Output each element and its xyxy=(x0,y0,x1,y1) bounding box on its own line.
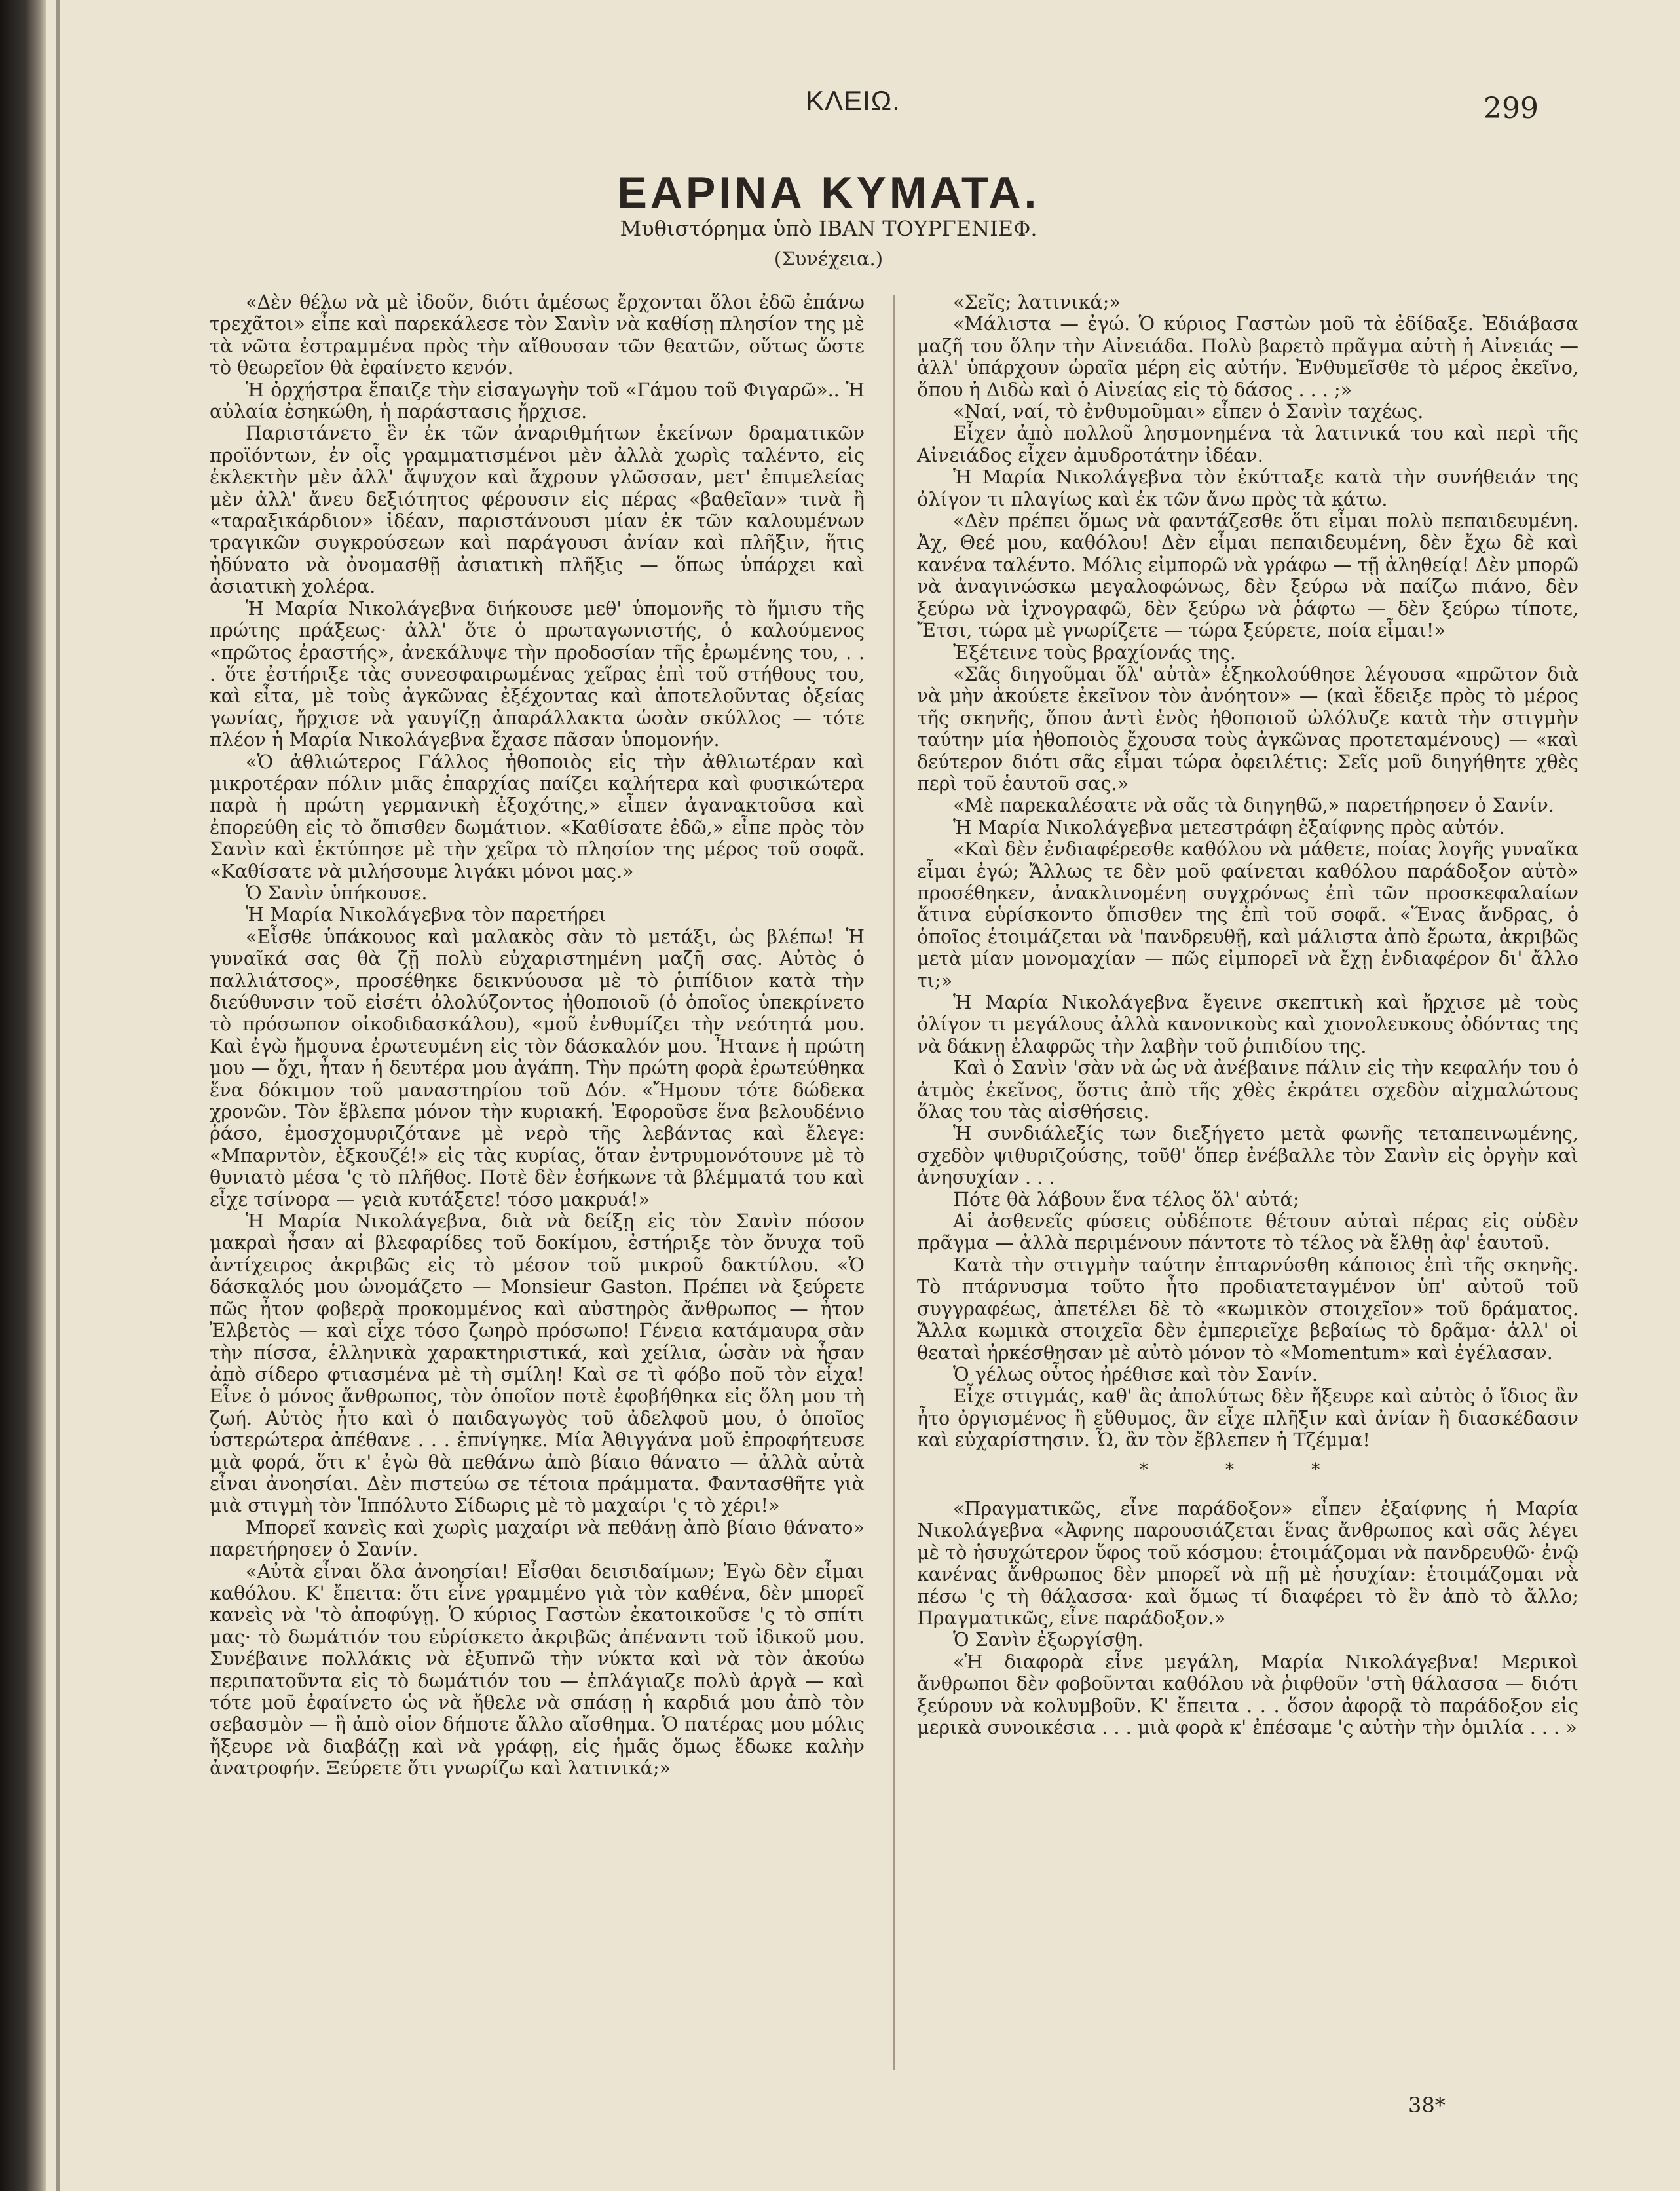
paragraph: Εἶχεν ἀπὸ πολλοῦ λησμονημένα τὰ λατινικά του καὶ περὶ τῆς Αἰνειάδος εἶχεν ἀμυδροτάτην ἰδέαν. xyxy=(917,422,1578,466)
paragraph: Καὶ ὁ Σανὶν 'σὰν νὰ ὡς νὰ ἀνέβαινε πάλιν εἰς τὴν κεφαλήν του ὁ ἀτμὸς ἐκεῖνος, ὅστις ἀπὸ τῆς χθὲς ἐκράτει σχεδὸν αἰχμαλώτους ὅλας του τὰς αἰσθήσεις. xyxy=(917,1057,1578,1123)
paragraph: Ἐξέτεινε τοὺς βραχίονάς της. xyxy=(953,641,1236,664)
paragraph: «Δὲν πρέπει ὅμως νὰ φαντάζεσθε ὅτι εἶμαι πολὺ πεπαιδευμένη. Ἀχ, Θεέ μου, καθόλου! Δὲν εἶμαι πεπαιδευμένη, δὲν ἔχω δὲ καὶ κανένα ταλέντο. Μόλις εἰμπορῶ νὰ γράφω — τῇ ἀληθείᾳ! Δὲν μπορῶ νὰ ἀναγινώσκω μεγαλοφώνως, δὲν ξεύρω νὰ παίζω πιάνο, δὲν ξεύρω νὰ ἰχνογραφῶ, δὲν ξεύρω νὰ ῥάφτω — δὲν ξεύρω τίποτε, Ἔτσι, τώρα μὲ γνωρίζετε — τώρα ξεύρετε, ποία εἶμαι!» xyxy=(917,510,1578,642)
paragraph: «Ναί, ναί, τὸ ἐνθυμοῦμαι» εἶπεν ὁ Σανὶν ταχέως. xyxy=(953,400,1424,423)
right-column xyxy=(917,291,1578,1738)
paragraph: Ἡ Μαρία Νικολάγεβνα διήκουσε μεθ' ὑπομονῆς τὸ ἥμισυ τῆς πρώτης πράξεως· ἀλλ' ὅτε ὁ πρωταγωνιστής, ὁ καλούμενος «πρῶτος ἐραστής», ἀνεκάλυψε τὴν προδοσίαν τῆς ἐρωμένης του, . . . ὅτε ἐστήριξε τὰς συνεσφαιρωμένας χεῖρας ἐπὶ τοῦ στήθους του, καὶ εἶτα, μὲ τοὺς ἀγκῶνας ἐξέχοντας καὶ ἀποτελοῦντας ὀξείας γωνίας, ἤρχισε νὰ γαυγίζῃ ἀπαράλλακτα ὡσὰν σκύλλος — τότε πλέον ἡ Μαρία Νικολάγεβνα ἔχασε πᾶσαν ὑπομονήν. xyxy=(210,597,865,751)
paragraph: «Ἡ διαφορὰ εἶνε μεγάλη, Μαρία Νικολάγεβνα! Μερικοὶ ἄνθρωποι δὲν φοβοῦνται καθόλου νὰ ῥιφθοῦν 'στὴ θάλασσα — διότι ξεύρουν νὰ κολυμβοῦν. Κ' ἔπειτα . . . ὅσον ἀφορᾷ τὸ παράδοξον εἰς μερικὰ συνοικέσια . . . μιὰ φορὰ κ' ἐπέσαμε 'ς αὐτὴν τὴν ὁμιλία . . . » xyxy=(917,1650,1578,1738)
paragraph: Ἡ Μαρία Νικολάγεβνα, διὰ νὰ δείξῃ εἰς τὸν Σανὶν πόσον μακραὶ ἦσαν αἱ βλεφαρίδες τοῦ δοκίμου, ἐστήριξε τὸν ὄνυχα τοῦ ἀντίχειρος ἀκριβῶς εἰς τὸ μέσον τοῦ μικροῦ δακτύλου. «Ὁ δάσκαλός μου ὠνομάζετο — Monsieur Gaston. Πρέπει νὰ ξεύρετε πῶς ἦτον φοβερὰ προκομμένος καὶ αὐστηρὸς ἄνθρωπος — ἦτον Ἐλβετὸς — καὶ εἶχε τόσο ζωηρὸ πρόσωπο! Γένεια κατάμαυρα σὰν τὴν πίσσα, ἑλληνικὰ χαρακτηριστικά, καὶ χείλια, ὡσὰν νὰ ἦσαν ἀπὸ σίδερο φτιασμένα μὲ τὴ σμίλη! Καὶ σε τὶ φόβο ποῦ τὸν εἶχα! Εἶνε ὁ μόνος ἄνθρωπος, τὸν ὁποῖον ποτὲ ἐφοβήθηκα εἰς ὅλη μου τὴ ζωή. Αὐτὸς ἦτο καὶ ὁ παιδαγωγὸς τοῦ ἀδελφοῦ μου, ὁ ὁποῖος ὑστερώτερα ἀπέθανε . . . ἐπνίγηκε. Μία Ἀθιγγάνα μοῦ ἐπροφήτευσε μιὰ φορά, ὅτι κ' ἐγὼ θὰ πεθάνω ἀπὸ βίαιο θάνατο — ἀλλὰ αὐτὰ εἶναι ἀνοησίαι. Δὲν πιστεύω σε τέτοια πράμματα. Φαντασθῆτε γιὰ μιὰ στιγμὴ τὸν Ἱππόλυτο Σίδωρις μὲ τὸ μαχαίρι 'ς τὸ χέρι!» xyxy=(210,1210,865,1517)
paragraph: Ὁ γέλως οὗτος ἠρέθισε καὶ τὸν Σανίν. xyxy=(953,1362,1318,1385)
paragraph: «Δὲν θέλω νὰ μὲ ἰδοῦν, διότι ἀμέσως ἔρχονται ὅλοι ἐδῶ ἐπάνω τρεχᾶτοι» εἶπε καὶ παρεκάλεσε τὸν Σανὶν νὰ καθίσῃ πλησίον της μὲ τὰ νῶτα ἐστραμμένα πρὸς τὴν αἴθουσαν τῶν θεατῶν, οὕτως ὥστε τὸ θεωρεῖον θὰ ἐφαίνετο κενόν. xyxy=(210,291,865,379)
paragraph: Ἡ ὀρχήστρα ἔπαιζε τὴν εἰσαγωγὴν τοῦ «Γάμου τοῦ Φιγαρῶ».. Ἡ αὐλαία ἐσηκώθη, ἡ παράστασις ἤρχισε. xyxy=(210,378,865,423)
paragraph: «Σεῖς; λατινικά;» xyxy=(953,291,1121,313)
book-binding-gutter xyxy=(0,0,46,2191)
paragraph: Ὁ Σανὶν ὑπήκουσε. xyxy=(246,881,428,904)
paragraph: «Καὶ δὲν ἐνδιαφέρεσθε καθόλου νὰ μάθετε, ποίας λογῆς γυναῖκα εἶμαι ἐγώ; Ἄλλως τε δὲν μοῦ φαίνεται καθόλου παράδοξον αὐτὸ» προσέθηκεν, ἀνακλινομένη συγχρόνως ἐπὶ τῶν προσκεφαλαίων ἅτινα εὑρίσκοντο ὄπισθεν της ἐπὶ τοῦ σοφᾶ. «Ἕνας ἄνδρας, ὁ ὁποῖος ἑτοιμάζεται νὰ 'πανδρευθῇ, καὶ μάλιστα ἀπὸ ἔρωτα, ἀκριβῶς μετὰ μίαν μονομαχίαν — πῶς εἰμπορεῖ νὰ ἔχῃ ἐνδιαφέρον δι' ἄλλο τι;» xyxy=(917,838,1578,992)
paragraph: Ἡ Μαρία Νικολάγεβνα τὸν παρετήρει xyxy=(246,903,607,926)
paragraph: Ἡ συνδιάλεξίς των διεξήγετο μετὰ φωνῆς τεταπεινωμένης, σχεδὸν ψιθυριζούσης, τοῦθ' ὅπερ ἐνέβαλλε τὸν Σανὶν εἰς ὀργὴν καὶ ἀνησυχίαν . . . xyxy=(917,1122,1578,1189)
paragraph: Ἡ Μαρία Νικολάγεβνα τὸν ἐκύτταξε κατὰ τὴν συνήθειάν της ὀλίγον τι πλαγίως καὶ ἐκ τῶν ἄνω πρὸς τὰ κάτω. xyxy=(917,466,1578,510)
printer-signature-mark: 38* xyxy=(1408,2093,1446,2118)
paragraph: «Ὁ ἀθλιώτερος Γάλλος ἠθοποιὸς εἰς τὴν ἀθλιωτέραν καὶ μικροτέραν πόλιν μιᾶς ἐπαρχίας παίζει καλήτερα καὶ φυσικώτερα παρὰ ἡ πρώτη γερμανικὴ ἐξοχότης,» εἶπεν ἀγανακτοῦσα καὶ ἐπορεύθη εἰς τὸ ὄπισθεν δωμάτιον. «Καθίσατε ἐδῶ,» εἶπε πρὸς τὸν Σανὶν καὶ ἐκτύπησε μὲ τὴν χεῖρα τὸ πλησίον της μέρος τοῦ σοφᾶ. «Καθίσατε νὰ μιλήσουμε λιγάκι μόνοι μας.» xyxy=(210,750,865,882)
paragraph: Μπορεῖ κανεὶς καὶ χωρὶς μαχαίρι νὰ πεθάνῃ ἀπὸ βίαιο θάνατο» παρετήρησεν ὁ Σανίν. xyxy=(210,1516,865,1561)
paragraph: Κατὰ τὴν στιγμὴν ταύτην ἐπταρνύσθη κάποιος ἐπὶ τῆς σκηνῆς. Τὸ πτάρνυσμα τοῦτο ἦτο προδιατεταγμένον ὑπ' αὐτοῦ τοῦ συγγραφέως, ἀπετέλει δὲ τὸ «κωμικὸν στοιχεῖον» τοῦ δράματος. Ἄλλα κωμικὰ στοιχεῖα δὲν ἐμπεριεῖχε βεβαίως τὸ δρᾶμα· ἀλλ' οἱ θεαταὶ ἠρκέσθησαν μὲ αὐτὸ μόνον τὸ «Momentum» καὶ ἐγέλασαν. xyxy=(917,1253,1578,1364)
continued-note: (Συνέχεια.) xyxy=(774,248,884,270)
paragraph: «Αὐτὰ εἶναι ὅλα ἀνοησίαι! Εἶσθαι δεισιδαίμων; Ἐγὼ δὲν εἶμαι καθόλου. Κ' ἔπειτα: ὅτι εἶνε γραμμένο γιὰ τὸν καθένα, δὲν μπορεῖ κανεὶς νὰ 'τὸ ἀποφύγῃ. Ὁ κύριος Γαστὼν ἐκατοικοῦσε 'ς τὸ σπίτι μας· τὸ δωμάτιόν του εὑρίσκετο ἀκριβῶς ἀπέναντι τοῦ ἰδικοῦ μου. Συνέβαινε πολλάκις νὰ ἐξυπνῶ τὴν νύκτα καὶ νὰ τὸν ἀκούω περιπατοῦντα εἰς τὸ δωμάτιόν του — ἐπλάγιαζε πολὺ ἀργὰ — καὶ τότε μοῦ ἐφαίνετο ὡς νὰ ἤθελε νὰ σπάσῃ ἡ καρδιά μου ἀπὸ τὸν σεβασμὸν — ἢ ἀπὸ οἱον δήποτε ἄλλο αἴσθημα. Ὁ πατέρας μου μόλις ἤξευρε νὰ διαβάζῃ καὶ νὰ γράφῃ, εἰς ἡμᾶς ὅμως ἔδωκε καλὴν ἀνατροφήν. Ξεύρετε ὅτι γνωρίζω καὶ λατινικά;» xyxy=(210,1560,865,1780)
paragraph: «Πραγματικῶς, εἶνε παράδοξον» εἶπεν ἐξαίφνης ἡ Μαρία Νικολάγεβνα «Ἀφνης παρουσιάζεται ἕνας ἄνθρωπος καὶ σᾶς λέγει μὲ τὸ ἡσυχώτερον ὕφος τοῦ κόσμου: ἑτοιμάζομαι νὰ πανδρευθῶ· ἐνῷ κανένας ἄνθρωπος δὲν μπορεῖ νὰ πῇ μὲ ἡσυχίαν: ἑτοιμάζομαι νὰ πέσω 'ς τὴ θάλασσα· καὶ ὅμως τί διαφέρει τὸ ἓν ἀπὸ τὸ ἄλλο; Πραγματικῶς, εἶνε παράδοξον.» xyxy=(917,1497,1578,1629)
paragraph: Ἡ Μαρία Νικολάγεβνα μετεστράφη ἐξαίφνης πρὸς αὐτόν. xyxy=(953,815,1505,838)
binding-shadow-line xyxy=(56,0,60,2191)
section-break: * * * xyxy=(1139,1459,1356,1480)
page xyxy=(98,0,1578,2191)
paragraph: Παριστάνετο ἓν ἐκ τῶν ἀναριθμήτων ἐκείνων δραματικῶν προϊόντων, ἐν οἷς γραμματισμένοι μὲν ἀλλὰ χωρὶς ταλέντο, εἰς ἐκλεκτὴν μὲν ἀλλ' ἄψυχον καὶ ἄχρουν γλῶσσαν, μετ' ἐπιμελείας μὲν ἀλλ' ἄνευ δεξιότητος φέρουσιν εἰς πέρας «βαθεῖαν» τινὰ ἢ «ταραξικάρδιον» ἰδέαν, παριστάνουσι μίαν ἐκ τῶν καλουμένων τραγικῶν συγκρούσεων καὶ παράγουσι ἀνίαν καὶ πλῆξιν, ἥτις ἠδύνατο νὰ ὀνομασθῇ ἀσιατικὴ πλῆξις — ὅπως ὑπάρχει καὶ ἀσιατικὴ χολέρα. xyxy=(210,422,865,598)
paragraph: Ὁ Σανὶν ἐξωργίσθη. xyxy=(953,1628,1144,1651)
running-title: ΚΛΕΙΩ. xyxy=(806,85,901,116)
paragraph: Αἱ ἀσθενεῖς φύσεις οὐδέποτε θέτουν αὐταὶ πέρας εἰς οὐδὲν πρᾶγμα — ἀλλὰ περιμένουν πάντοτε τὸ τέλος νὰ ἔλθῃ ἀφ' ἑαυτοῦ. xyxy=(917,1210,1578,1254)
paragraph: «Μάλιστα — ἐγώ. Ὁ κύριος Γαστὼν μοῦ τὰ ἐδίδαξε. Ἐδιάβασα μαζῆ του ὅλην τὴν Αἰνειάδα. Πολὺ βαρετὸ πρᾶγμα αὐτὴ ἡ Αἰνειάς — ἀλλ' ὑπάρχουν ὡραῖα μέρη εἰς αὐτήν. Ἐνθυμεῖσθε τὸ μέρος ἐκεῖνο, ὅπου ἡ Διδὼ καὶ ὁ Αἰνείας εἰς τὸ δάσος . . . ;» xyxy=(917,312,1578,401)
paragraph: «Εἶσθε ὑπάκουος καὶ μαλακὸς σὰν τὸ μετάξι, ὡς βλέπω! Ἡ γυναῖκά σας θὰ ζῇ πολὺ εὐχαριστημένη μαζῆ σας. Αὐτὸς ὁ παλλιάτσος», προσέθηκε δεικνύουσα μὲ τὸ ῥιπίδιον κατὰ τὴν διεύθυνσιν τοῦ εἰσέτι ὀλολύζοντος ἠθοποιοῦ (ὁ ὁποῖος ὑπεκρίνετο τὸ πρόσωπον οἰκοδιδασκάλου), «μοῦ ἐνθυμίζει τὴν νεότητά μου. Καὶ ἐγὼ ἤμουνα ἐρωτευμένη εἰς τὸν δάσκαλόν μου. Ἦτανε ἡ πρώτη μου — ὄχι, ἦταν ἡ δευτέρα μου ἀγάπη. Τὴν πρώτη φορὰ ἐρωτεύθηκα ἕνα δόκιμον τοῦ μαναστηρίου τοῦ Δόν. «Ἤμουν τότε δώδεκα χρονῶν. Τὸν ἔβλεπα μόνον τὴν κυριακή. Ἐφοροῦσε ἕνα βελουδένιο ῥάσο, ἐμοσχομυριζότανε μὲ νερὸ τῆς λεβάντας καὶ ἔλεγε: «Μπαρντὸν, ἐξκουζέ!» εἰς τὰς κυρίας, ὅταν ἐντρυμονότουνε μὲ τὸ θυνιατὸ μέσα 'ς τὸ πλῆθος. Ποτὲ δὲν ἐσήκωνε τὰ βλέμματά του καὶ εἶχε τσίνορα — γειὰ κυτάξετε! τόσο μακρυά!» xyxy=(210,925,865,1210)
left-column xyxy=(210,291,865,1780)
column-divider xyxy=(893,295,895,2070)
paragraph: Πότε θὰ λάβουν ἕνα τέλος ὅλ' αὐτά; xyxy=(953,1188,1299,1210)
paragraph: «Σᾶς διηγοῦμαι ὅλ' αὐτὰ» ἐξηκολούθησε λέγουσα «πρῶτον διὰ νὰ μὴν ἀκούετε ἐκεῖνον τὸν ἀνόητον» — (καὶ ἔδειξε πρὸς τὸ μέρος τῆς σκηνῆς, ὅπου ἀντὶ ἑνὸς ἠθοποιοῦ ὠλόλυζε κατὰ τὴν στιγμὴν ταύτην μία ἠθοποιὸς ἔχουσα τοὺς ἀγκῶνας προτεταμένους) — «καὶ δεύτερον διότι σᾶς εἶμαι τώρα ὀφειλέτις: Σεῖς μοῦ διηγήθητε χθὲς περὶ τοῦ ἑαυτοῦ σας.» xyxy=(917,662,1578,795)
article-subtitle: Μυθιστόρημα ὑπὸ ΙΒΑΝ ΤΟΥΡΓΕΝΙΕΦ. xyxy=(620,216,1037,241)
article-title: ΕΑΡΙΝΑ ΚΥΜΑΤΑ. xyxy=(617,168,1040,217)
page-number: 299 xyxy=(1484,92,1539,125)
paragraph: Εἶχε στιγμάς, καθ' ἃς ἀπολύτως δὲν ἤξευρε καὶ αὐτὸς ὁ ἴδιος ἂν ἦτο ὀργισμένος ἢ εὔθυμος, ἂν εἶχε πλῆξιν καὶ ἀνίαν ἢ διασκέδασιν καὶ εὐχαρίστησιν. Ὦ, ἂν τὸν ἔβλεπεν ἡ Τζέμμα! xyxy=(917,1385,1578,1451)
paragraph: «Μὲ παρεκαλέσατε νὰ σᾶς τὰ διηγηθῶ,» παρετήρησεν ὁ Σανίν. xyxy=(953,794,1554,817)
paragraph: Ἡ Μαρία Νικολάγεβνα ἔγεινε σκεπτικὴ καὶ ἤρχισε μὲ τοὺς ὀλίγον τι μεγάλους ἀλλὰ κανονικοὺς καὶ χιονολευκους ὀδόντας της νὰ δάκνῃ ἐλαφρῶς τὴν λαβὴν τοῦ ῥιπιδίου της. xyxy=(917,991,1578,1057)
